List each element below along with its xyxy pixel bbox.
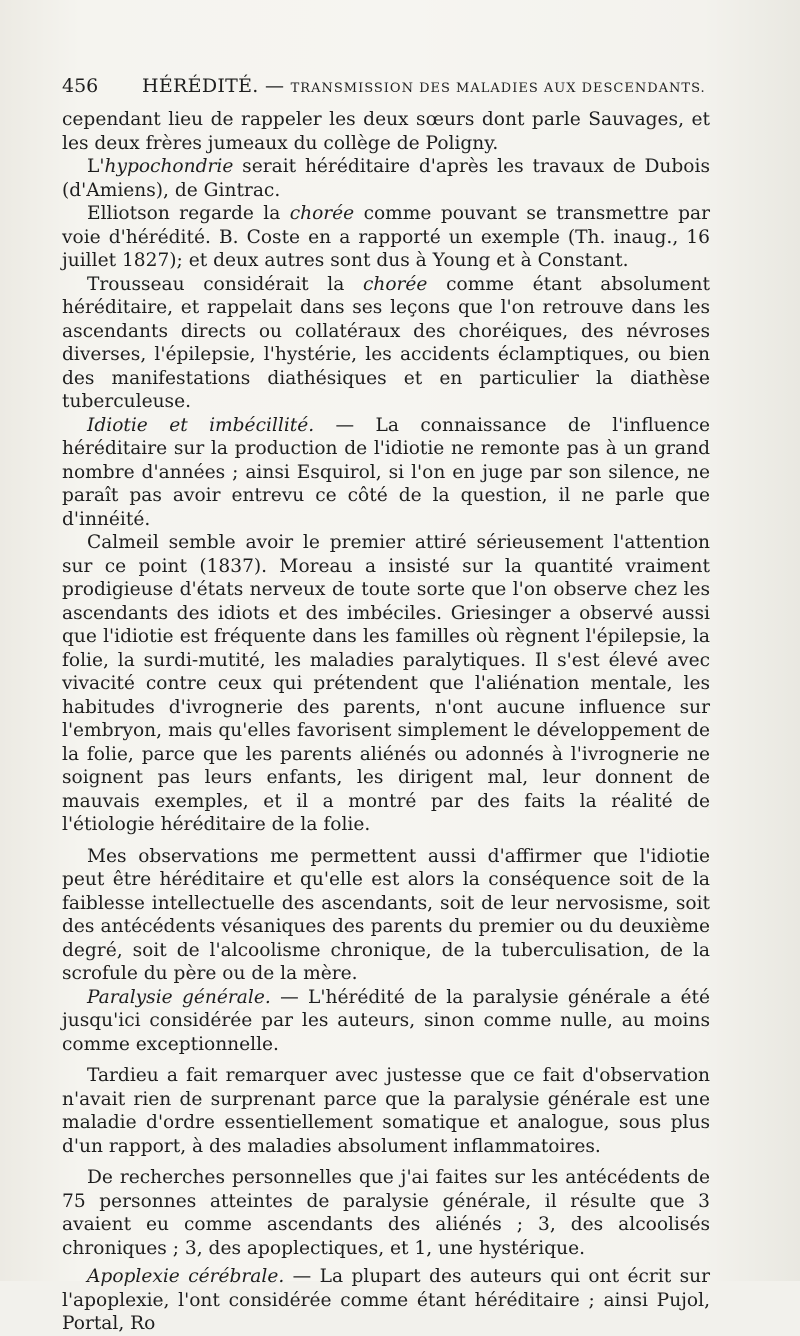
paragraph-lead: Trousseau considérait la bbox=[87, 273, 363, 295]
running-header bbox=[62, 74, 722, 100]
body-text bbox=[62, 108, 710, 1336]
paragraph-trousseau bbox=[62, 273, 710, 414]
italic-term: chorée bbox=[362, 273, 428, 295]
paragraph-tardieu bbox=[62, 1064, 710, 1158]
section-heading: Paralysie générale. bbox=[87, 986, 271, 1008]
paragraph-paralysie bbox=[62, 986, 710, 1057]
paragraph-text: cependant lieu de rappeler les deux sœurs dont parle Sauvages, et les deux frères jumeaux du collège de Poligny. bbox=[62, 109, 710, 154]
paragraph-apoplexie bbox=[62, 1265, 710, 1336]
paragraph-text: serait héréditaire d'après les travaux de Dubois (d'Amiens), de Gintrac. bbox=[62, 156, 710, 201]
paragraph-recherches bbox=[62, 1166, 710, 1260]
paragraph-text: comme pouvant se transmettre par voie d'hérédité. B. Coste en a rapporté un exemple (Th. inaug., 16 juillet 1827); et deux autres sont dus à Young et à Constant. bbox=[62, 203, 710, 271]
page-number: 456 bbox=[62, 75, 99, 97]
section-heading: Idiotie et imbécillité. bbox=[87, 414, 315, 436]
paragraph-calmeil bbox=[62, 531, 710, 837]
paragraph-text: — La plupart des auteurs qui ont écrit sur l'apoplexie, l'ont considérée comme étant héréditaire ; ainsi Pujol, Portal, Ro bbox=[62, 1266, 710, 1334]
header-subtitle: TRANSMISSION DES MALADIES AUX DESCENDANTS. bbox=[290, 81, 706, 96]
paragraph-text: Calmeil semble avoir le premier attiré sérieusement l'attention sur ce point (1837). Moreau a insisté sur la quantité vraiment prodigieuse d'états nerveux de toute sorte que l'on observe chez les ascendants des idiots et des imbéciles. Griesinger a observé aussi que l'idiotie est fréquente dans les familles où règnent l'épilepsie, la folie, la surdi-mutité, les maladies paralytiques. Il s'est élevé avec vivacité contre ceux qui prétendent que l'aliénation mentale, les habitudes d'ivrognerie des parents, n'ont aucune influence sur l'embryon, mais qu'elles favorisent simplement le développement de la folie, parce que les parents aliénés ou adonnés à l'ivrognerie ne soignent pas leurs enfants, les dirigent mal, leur donnent de mauvais exemples, et il a montré par des faits la réalité de l'étiologie héréditaire de la folie. bbox=[62, 532, 710, 835]
paragraph-lead: Elliotson regarde la bbox=[87, 203, 290, 224]
section-heading: Apoplexie cérébrale. bbox=[87, 1266, 285, 1287]
paragraph-lead: L' bbox=[87, 156, 105, 177]
italic-term: hypochondrie bbox=[104, 156, 234, 177]
header-separator: — bbox=[264, 75, 285, 97]
paragraph-text: — La connaissance de l'influence héréditaire sur la production de l'idiotie ne remonte pas à un grand nombre d'années ; ainsi Esquirol, si l'on en juge par son silence, ne paraît pas avoir entrevu ce côté de la question, il ne parle que d'innéité. bbox=[62, 414, 710, 530]
paragraph-text: — L'hérédité de la paralysie générale a été jusqu'ici considérée par les auteurs, sinon comme nulle, au moins comme exceptionnelle. bbox=[62, 986, 710, 1055]
paragraph-observations bbox=[62, 845, 710, 986]
paragraph-text: De recherches personnelles que j'ai faites sur les antécédents de 75 personnes atteintes de paralysie générale, il résulte que 3 avaient eu comme ascendants des aliénés ; 3, des alcoolisés chroniques ; 3, des apoplectiques, et 1, une hystérique. bbox=[62, 1167, 710, 1259]
paragraph-idiotie bbox=[62, 414, 710, 532]
running-title bbox=[142, 74, 706, 101]
italic-term: chorée bbox=[289, 203, 355, 224]
paragraph-text: Mes observations me permettent aussi d'affirmer que l'idiotie peut être héréditaire et qu'elle est alors la conséquence soit de la faiblesse intellectuelle des ascendants, soit de leur nervosisme, soit des antécédents vésaniques des parents du premier ou du deuxième degré, soit de l'alcoolisme chronique, de la tuberculisation, de la scrofule du père ou de la mère. bbox=[62, 845, 710, 984]
paragraph-hypochondrie bbox=[62, 155, 710, 202]
paragraph-continued bbox=[62, 108, 710, 155]
paragraph-text: Tardieu a fait remarquer avec justesse que ce fait d'observation n'avait rien de surprenant parce que la paralysie générale est une maladie d'ordre essentiellement somatique et analogue, sous plus d'un rapport, à des maladies absolument inflammatoires. bbox=[62, 1065, 710, 1157]
header-title: HÉRÉDITÉ. bbox=[142, 75, 259, 97]
paragraph-text: comme étant absolument héréditaire, et rappelait dans ses leçons que l'on retrouve dans les ascendants directs ou collatéraux des choréiques, des névroses diverses, l'épilepsie, l'hystérie, les accidents éclamptiques, ou bien des manifestations diathésiques et en particulier la diathèse tuberculeuse. bbox=[62, 273, 710, 412]
paragraph-elliotson bbox=[62, 202, 710, 273]
